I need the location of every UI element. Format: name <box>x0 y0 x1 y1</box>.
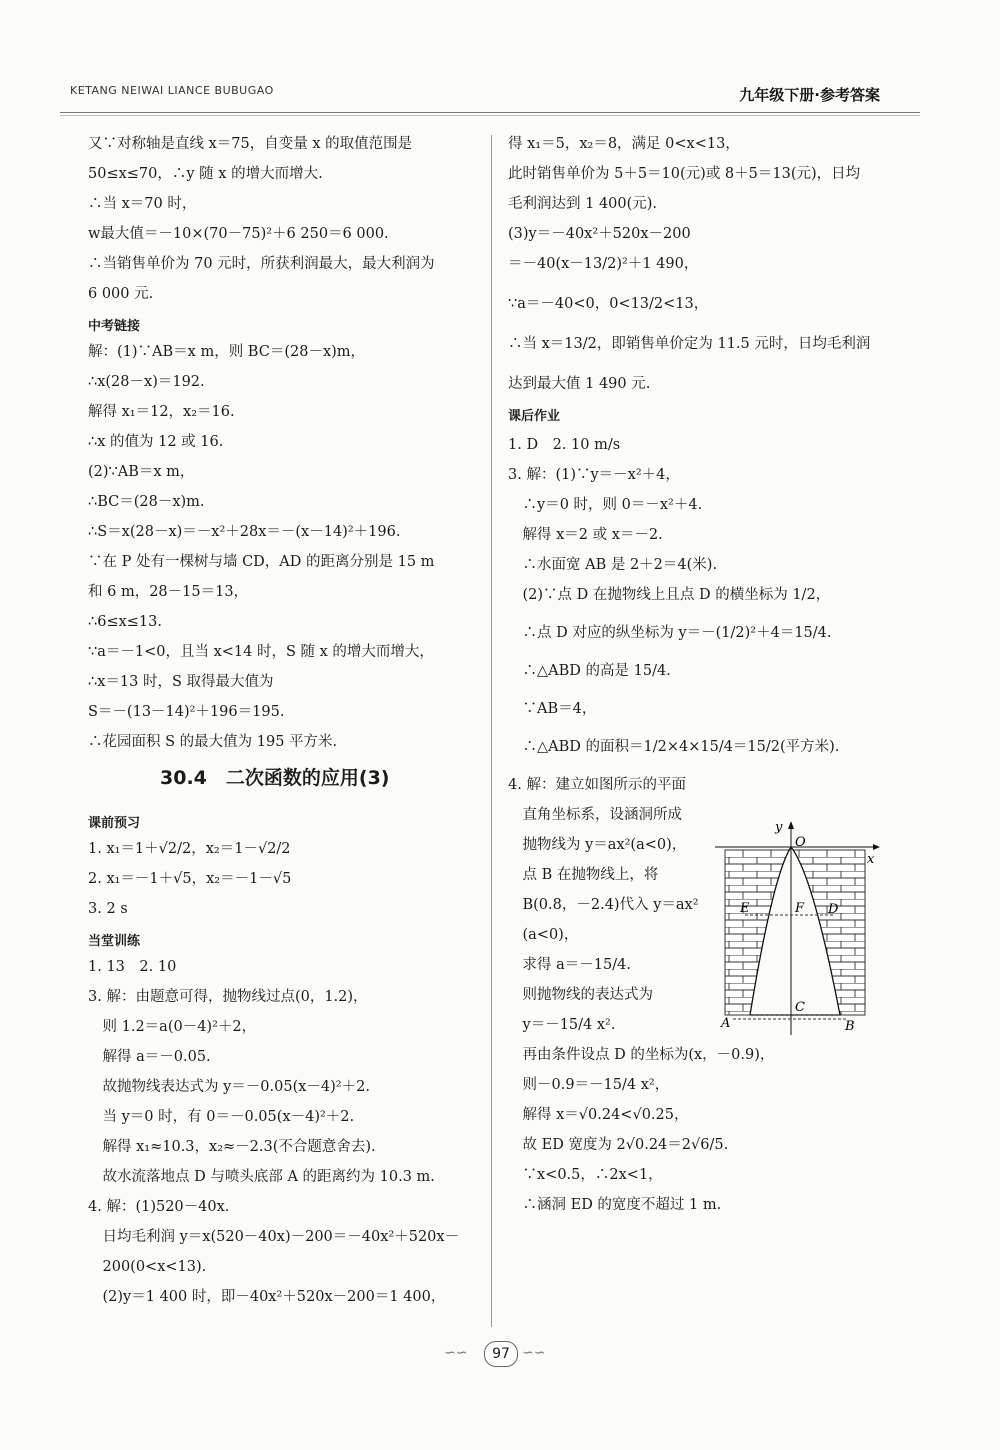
text-line: 4. 解：(1)520－40x. <box>88 1199 230 1215</box>
text-line: (2)∵AB＝x m， <box>88 464 195 480</box>
page-header <box>60 78 920 118</box>
label-c: C <box>795 1000 805 1015</box>
section-title: 30.4 二次函数的应用(3) <box>160 767 390 789</box>
section-heading: 课前预习 <box>88 816 141 831</box>
text-line: 得 x₁＝5，x₂＝8，满足 0<x<13， <box>508 136 740 152</box>
section-heading: 中考链接 <box>88 319 141 334</box>
section-heading: 当堂训练 <box>88 934 141 949</box>
right-column <box>508 135 903 1226</box>
text-line: 当 y＝0 时，有 0＝－0.05(x－4)²＋2. <box>88 1109 355 1125</box>
text-line: 故抛物线表达式为 y＝－0.05(x－4)²＋2. <box>88 1079 370 1095</box>
text-line: 则抛物线的表达式为 <box>508 987 653 1003</box>
text-line: 故 ED 宽度为 2√0.24＝2√6/5. <box>508 1137 729 1153</box>
text-line: 则 1.2＝a(0－4)²＋2， <box>88 1019 257 1035</box>
column-divider <box>491 135 492 1327</box>
text-line: 解得 x₁＝12，x₂＝16. <box>88 404 235 420</box>
text-line: 毛利润达到 1 400(元). <box>508 196 658 212</box>
text-line: 解得 x₁≈10.3，x₂≈－2.3(不合题意舍去). <box>88 1139 376 1155</box>
header-rule-secondary <box>60 115 920 116</box>
text-line: 求得 a＝－15/4. <box>508 957 631 973</box>
text-line: 200(0<x<13). <box>88 1259 207 1275</box>
text-line: 3. 解：(1)∵y＝－x²＋4， <box>508 467 680 483</box>
text-line: 解得 x＝√0.24<√0.25， <box>508 1107 689 1123</box>
text-line: 4. 解：建立如图所示的平面 <box>508 777 686 793</box>
label-b: B <box>845 1019 855 1034</box>
text-line: 解：(1)∵AB＝x m，则 BC＝(28－x)m， <box>88 344 366 360</box>
text-line: ∵AB＝4， <box>508 701 597 717</box>
text-line: ∵x<0.5，∴2x<1， <box>508 1167 663 1183</box>
book-title: 九年级下册·参考答案 <box>739 86 880 104</box>
text-line: ∴△ABD 的面积＝1/2×4×15/4＝15/2(平方米). <box>508 739 840 755</box>
text-line: ∴涵洞 ED 的宽度不超过 1 m. <box>508 1197 722 1213</box>
text-line: ∴当 x＝13/2，即销售单价定为 11.5 元时，日均毛利润 <box>508 336 871 352</box>
text-line: ∴6≤x≤13. <box>88 614 162 630</box>
header-rule <box>60 112 920 113</box>
text-line: 直角坐标系，设涵洞所成 <box>508 807 682 823</box>
text-line: 6 000 元. <box>88 286 154 302</box>
series-name: KETANG NEIWAI LIANCE BUBUGAO <box>70 84 274 97</box>
text-line: ∴y＝0 时，则 0＝－x²＋4. <box>508 497 703 513</box>
text-line: 再由条件设点 D 的坐标为(x，－0.9)， <box>508 1047 775 1063</box>
text-line: 1. 13 2. 10 <box>88 959 177 975</box>
text-line: (2)y＝1 400 时，即－40x²＋520x－200＝1 400， <box>88 1289 446 1305</box>
text-line: ∴水面宽 AB 是 2＋2＝4(米). <box>508 557 718 573</box>
label-a: A <box>721 1016 731 1031</box>
text-line: 3. 2 s <box>88 901 128 917</box>
text-line: ∴当 x＝70 时， <box>88 196 197 212</box>
label-f: F <box>795 901 805 916</box>
text-line: 1. x₁＝1＋√2/2，x₂＝1－√2/2 <box>88 841 291 857</box>
text-line: ∵在 P 处有一棵树与墙 CD，AD 的距离分别是 15 m <box>88 554 435 570</box>
footer-ornament-left: ∽∽ <box>444 1345 468 1361</box>
page-footer <box>440 1335 560 1375</box>
left-column <box>88 135 480 1318</box>
text-line: ∵a＝－1<0，且当 x<14 时，S 随 x 的增大而增大， <box>88 644 434 660</box>
text-line: (3)y＝－40x²＋520x－200 <box>508 226 691 242</box>
text-line: 和 6 m，28－15＝13， <box>88 584 249 600</box>
text-line: ＝－40(x－13/2)²＋1 490， <box>508 256 699 272</box>
text-line: y＝－15/4 x². <box>508 1017 616 1033</box>
label-x: x <box>867 852 875 867</box>
label-o: O <box>795 835 806 850</box>
text-line: 日均毛利润 y＝x(520－40x)－200＝－40x²＋520x－ <box>88 1229 460 1245</box>
text-line: 故水流落地点 D 与喷头底部 A 的距离约为 10.3 m. <box>88 1169 435 1185</box>
text-line: ∴x＝13 时，S 取得最大值为 <box>88 674 274 690</box>
text-line: ∵a＝－40<0，0<13/2<13， <box>508 296 709 312</box>
text-line: 2. x₁＝－1＋√5，x₂＝－1－√5 <box>88 871 292 887</box>
text-line: ∴点 D 对应的纵坐标为 y＝－(1/2)²＋4＝15/4. <box>508 625 832 641</box>
text-line: 50≤x≤70，∴y 随 x 的增大而增大. <box>88 166 323 182</box>
section-heading: 课后作业 <box>508 409 561 424</box>
label-e: E <box>740 901 750 916</box>
text-line: ∴x 的值为 12 或 16. <box>88 434 224 450</box>
text-line: (2)∵点 D 在抛物线上且点 D 的横坐标为 1/2， <box>508 587 831 603</box>
text-line: B(0.8，－2.4)代入 y＝ax² <box>508 897 699 913</box>
text-line: w最大值＝－10×(70－75)²＋6 250＝6 000. <box>88 226 389 242</box>
text-line: 抛物线为 y＝ax²(a<0)， <box>508 837 687 853</box>
text-line: 达到最大值 1 490 元. <box>508 376 651 392</box>
text-line: 解得 x＝2 或 x＝－2. <box>508 527 663 543</box>
text-line: 又∵对称轴是直线 x＝75，自变量 x 的取值范围是 <box>88 136 413 152</box>
text-line: ∴S＝x(28－x)＝－x²＋28x＝－(x－14)²＋196. <box>88 524 401 540</box>
text-line: ∴△ABD 的高是 15/4. <box>508 663 671 679</box>
label-d: D <box>828 902 839 917</box>
text-line: 解得 a＝－0.05. <box>88 1049 211 1065</box>
text-line: ∴BC＝(28－x)m. <box>88 494 205 510</box>
label-y: y <box>775 820 783 835</box>
text-line: 点 B 在抛物线上，将 <box>508 867 659 883</box>
text-line: S＝－(13－14)²＋196＝195. <box>88 704 285 720</box>
y-axis-arrow <box>788 821 794 829</box>
text-line: (a<0)， <box>508 927 579 943</box>
text-line: 则－0.9＝－15/4 x²， <box>508 1077 670 1093</box>
text-line: ∴花园面积 S 的最大值为 195 平方米. <box>88 734 338 750</box>
culvert-diagram <box>715 815 885 1035</box>
text-line: 1. D 2. 10 m/s <box>508 437 621 453</box>
text-line: 此时销售单价为 5＋5＝10(元)或 8＋5＝13(元)，日均 <box>508 166 861 182</box>
text-line: 3. 解：由题意可得，抛物线过点(0，1.2)， <box>88 989 368 1005</box>
page-number: 97 <box>484 1341 518 1367</box>
text-line: ∴当销售单价为 70 元时，所获利润最大，最大利润为 <box>88 256 435 272</box>
x-axis-arrow <box>873 844 880 850</box>
text-line: ∴x(28－x)＝192. <box>88 374 205 390</box>
footer-ornament-right: ∽∽ <box>522 1345 546 1361</box>
